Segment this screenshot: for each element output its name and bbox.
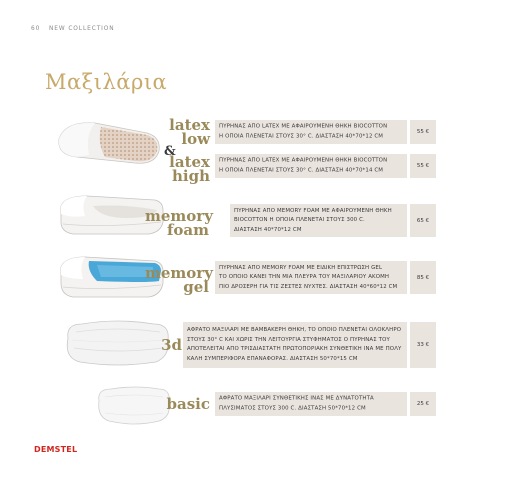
product-name-line: foam xyxy=(166,221,209,239)
description-line: ΠΛΥΣΙΜΑΤΟΣ ΣΤΟΥΣ 300 C. ΔΙΑΣΤΑΣΗ 50*70*12 CM xyxy=(219,405,366,411)
page-header xyxy=(31,24,115,32)
description-line: BIOCOTTON Η ΟΠΟΙΑ ΠΛΕΝΕΤΑΙ ΣΤΟΥΣ 300 C. xyxy=(234,216,365,223)
brand-logo: DEMSTEL xyxy=(34,445,78,454)
description-line: ΠΥΡΗΝΑΣ ΑΠΟ LATEX ΜΕ ΑΦΑΙΡΟΥΜΕΝΗ ΘΗΚΗ BIOCOTTON xyxy=(219,123,388,130)
description-line: Η ΟΠΟΙΑ ΠΛΕΝΕΤΑΙ ΣΤΟΥΣ 30° C. ΔΙΑΣΤΑΣΗ 40*70*12 CM xyxy=(219,133,384,139)
product-name-line: 3d xyxy=(161,336,182,354)
product-name-memory-gel xyxy=(145,264,213,296)
description-line: ΔΙΑΣΤΑΣΗ 40*70*12 CM xyxy=(234,226,302,233)
product-name-line: latex xyxy=(169,153,210,171)
product-description xyxy=(230,204,407,237)
product-description xyxy=(215,120,407,144)
product-name-basic xyxy=(160,397,210,411)
product-name-line: latex xyxy=(169,116,210,134)
product-name-latex-high xyxy=(168,155,210,183)
price-badge: 55 € xyxy=(410,120,436,144)
product-name-memory-foam xyxy=(145,207,213,239)
description-line: ΑΦΡΑΤΟ ΜΑΞΙΛΑΡΙ ΜΕ ΒΑΜΒΑΚΕΡΗ ΘΗΚΗ, ΤΟ ΟΠΟΙΟ ΠΛΕΝΕΤΑΙ ΟΛΟΚΛΗΡΟ xyxy=(187,327,402,333)
ampersand: & xyxy=(164,144,176,159)
product-description xyxy=(215,392,407,416)
description-line: ΠΙΟ ΔΡΟΣΕΡΗ ΓΙΑ ΤΙΣ ΖΕΣΤΕΣ ΝΥΧΤΕΣ. ΔΙΑΣΤΑΣΗ 40*60*12 CM xyxy=(219,283,398,290)
description-line: ΠΥΡΗΝΑΣ ΑΠΟ MEMORY FOAM ΜΕ ΕΙΔΙΚΗ ΕΠΙΣΤΡΩΣΗ GEL xyxy=(219,264,383,271)
description-line: ΣΤΟΥΣ 30° C ΚΑΙ ΧΩΡΙΣ ΤΗΝ ΛΕΙΤΟΥΡΓΙΑ ΣΤΥΦΗΜΑΤΟΣ Ο ΠΥΡΗΝΑΣ ΤΟΥ xyxy=(187,336,390,343)
product-name-line: gel xyxy=(183,278,209,296)
description-line: ΚΑΛΗ ΣΥΜΠΕΡΙΦΟΡΑ ΕΠΑΝΑΦΟΡΑΣ. ΔΙΑΣΤΑΣΗ 50*70*15 CM xyxy=(187,355,358,362)
description-line: ΠΥΡΗΝΑΣ ΑΠΟ LATEX ΜΕ ΑΦΑΙΡΟΥΜΕΝΗ ΘΗΚΗ BIOCOTTON xyxy=(219,157,388,164)
description-line: ΤΟ ΟΠΟΙΟ ΚΑΝΕΙ ΤΗΝ ΜΙΑ ΠΛΕΥΡΑ ΤΟΥ ΜΑΞΙΛΑΡΙΟΥ ΑΚΟΜΗ xyxy=(219,273,390,280)
description-line: ΠΥΡΗΝΑΣ ΑΠΟ MEMORY FOAM ΜΕ ΑΦΑΙΡΟΥΜΕΝΗ ΘΗΚΗ xyxy=(234,207,392,214)
product-name-line: basic xyxy=(166,395,210,413)
page-title: Μαξιλάρια xyxy=(45,70,168,94)
product-name-line: memory xyxy=(145,264,213,282)
product-name-3d xyxy=(150,338,182,352)
product-name-latex-low xyxy=(168,118,210,146)
product-name-line: memory xyxy=(145,207,213,225)
product-description xyxy=(215,154,407,178)
price-badge: 33 € xyxy=(410,322,436,368)
product-name-line: high xyxy=(172,167,210,185)
product-name-line: low xyxy=(181,130,210,148)
price-badge: 65 € xyxy=(410,204,436,237)
price-badge: 55 € xyxy=(410,154,436,178)
section-title: NEW COLLECTION xyxy=(49,24,115,32)
price-badge: 25 € xyxy=(410,392,436,416)
price-badge: 85 € xyxy=(410,261,436,294)
description-line: ΑΦΡΑΤΟ ΜΑΞΙΛΑΡΙ ΣΥΝΘΕΤΙΚΗΣ ΙΝΑΣ ΜΕ ΔΥΝΑΤΟΤΗΤΑ xyxy=(219,395,374,402)
description-line: Η ΟΠΟΙΑ ΠΛΕΝΕΤΑΙ ΣΤΟΥΣ 30° C. ΔΙΑΣΤΑΣΗ 40*70*14 CM xyxy=(219,167,384,173)
page-number: 60 xyxy=(31,24,41,32)
description-line: ΑΠΟΤΕΛΕΙΤΑΙ ΑΠΟ ΤΡΙΣΔΙΑΣΤΑΤΗ ΠΡΩΤΟΠΟΡΙΑΚΗ ΣΥΝΘΕΤΙΚΗ ΙΝΑ ΜΕ ΠΟΛΥ xyxy=(187,346,402,352)
product-description xyxy=(183,322,407,368)
product-description xyxy=(215,261,407,294)
latex-pillow-image xyxy=(55,117,165,169)
